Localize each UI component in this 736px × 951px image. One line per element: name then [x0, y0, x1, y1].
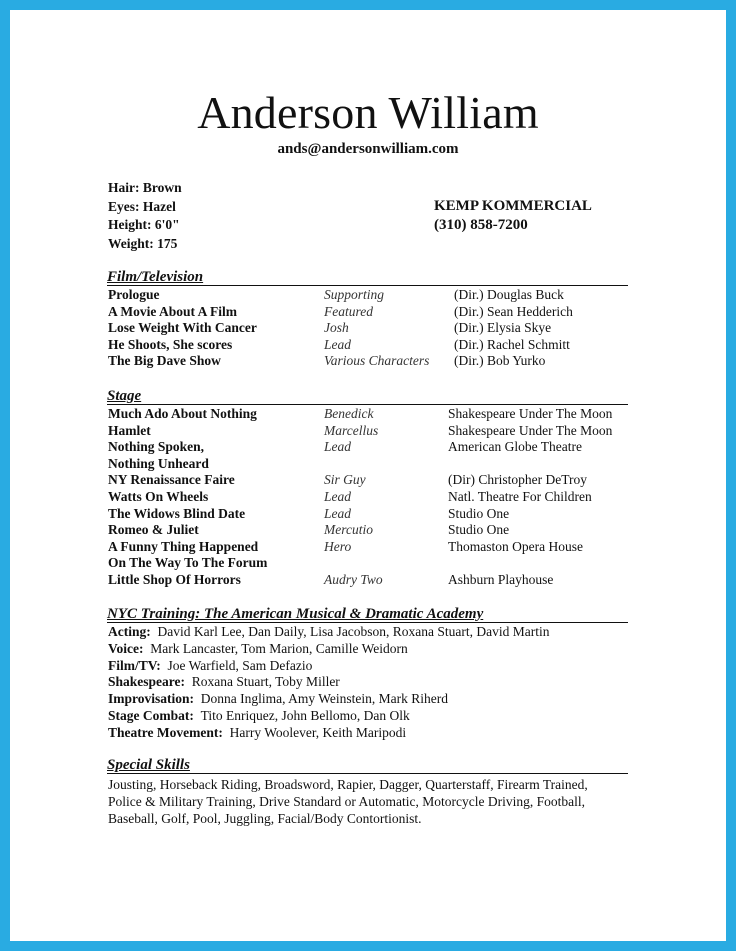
- credit-row: [0, 488, 736, 505]
- credit-row: [0, 554, 736, 571]
- credit-row: [0, 422, 736, 439]
- training-row: [108, 690, 448, 707]
- credit-role: Josh: [324, 320, 349, 336]
- training-instructors: Harry Woolever, Keith Maripodi: [229, 724, 407, 740]
- credit-title: Watts On Wheels: [108, 489, 209, 504]
- credit-row: [0, 471, 736, 488]
- credit-row: [0, 303, 736, 320]
- section-heading-skills: Special Skills: [107, 757, 628, 774]
- credit-company: (Dir.) Rachel Schmitt: [454, 336, 570, 352]
- training-instructors: David Karl Lee, Dan Daily, Lisa Jacobson, Roxana Stuart, David Martin: [157, 624, 550, 639]
- credit-role: Mercutio: [324, 522, 373, 538]
- credit-company: (Dir.) Elysia Skye: [454, 320, 552, 336]
- training-label: Acting:: [108, 624, 151, 639]
- credit-row: [0, 521, 736, 538]
- credit-role: Supporting: [324, 287, 385, 302]
- credit-row: [0, 438, 736, 455]
- credit-row: [0, 455, 736, 472]
- credit-company: Shakespeare Under The Moon: [448, 406, 613, 421]
- section-heading-stage: Stage: [107, 388, 628, 405]
- credit-role: Audry Two: [324, 572, 383, 587]
- skills-line: Jousting, Horseback Riding, Broadsword, Rapier, Dagger, Quarterstaff, Firearm Trained,: [108, 777, 588, 792]
- training-instructors: Donna Inglima, Amy Weinstein, Mark Riherd: [200, 691, 449, 707]
- stat-eyes: Eyes: Hazel: [108, 198, 176, 214]
- credit-row: [0, 336, 736, 353]
- agency-name: KEMP KOMMERCIAL: [434, 198, 592, 214]
- training-row: [108, 673, 340, 690]
- training-label: Voice:: [108, 640, 144, 656]
- credit-role: Hero: [324, 538, 352, 554]
- physical-stats: [108, 179, 182, 253]
- skills-line: Police & Military Training, Drive Standard or Automatic, Motorcycle Driving, Football,: [108, 794, 585, 809]
- credit-title: The Widows Blind Date: [108, 505, 246, 521]
- training-label: Film/TV:: [108, 657, 161, 673]
- credit-role: Benedick: [324, 406, 374, 421]
- page-title: Anderson William: [197, 87, 539, 138]
- credit-row: [0, 319, 736, 336]
- training-instructors: Joe Warfield, Sam Defazio: [167, 657, 313, 673]
- email-address: ands@andersonwilliam.com: [277, 141, 459, 157]
- credit-title: Hamlet: [108, 422, 151, 438]
- credit-title: A Funny Thing Happened: [108, 538, 259, 554]
- training-row: [108, 724, 406, 741]
- credit-company: Ashburn Playhouse: [448, 572, 554, 587]
- credit-company: Studio One: [448, 505, 510, 521]
- credit-title: On The Way To The Forum: [108, 555, 268, 571]
- section-heading-film: Film/Television: [107, 269, 628, 286]
- credit-company: (Dir.) Douglas Buck: [454, 287, 564, 302]
- credit-company: American Globe Theatre: [448, 439, 582, 455]
- training-row: [108, 657, 312, 674]
- training-label: Stage Combat:: [108, 708, 194, 723]
- credit-title: Little Shop Of Horrors: [108, 572, 241, 587]
- training-label: Shakespeare:: [108, 674, 186, 690]
- training-label: Theatre Movement:: [108, 724, 223, 740]
- credit-company: (Dir) Christopher DeTroy: [448, 472, 587, 488]
- credit-role: Sir Guy: [324, 472, 366, 488]
- training-instructors: Tito Enriquez, John Bellomo, Dan Olk: [200, 708, 410, 723]
- credit-title: A Movie About A Film: [108, 303, 238, 319]
- training-label: Improvisation:: [108, 691, 195, 707]
- credit-title: Lose Weight With Cancer: [108, 320, 257, 336]
- credit-row: [0, 352, 736, 369]
- skills-text: [108, 776, 628, 827]
- credit-row: [0, 538, 736, 555]
- credit-title: Romeo & Juliet: [108, 522, 199, 538]
- credit-role: Lead: [324, 505, 351, 521]
- agency-contact: [434, 197, 592, 235]
- credit-title: NY Renaissance Faire: [108, 472, 235, 488]
- training-row: [108, 623, 550, 640]
- credit-row: [0, 571, 736, 588]
- credit-title: Prologue: [108, 287, 160, 302]
- section-heading-training: NYC Training: The American Musical & Dramatic Academy: [107, 606, 628, 623]
- credit-title: Much Ado About Nothing: [108, 406, 257, 421]
- credit-title: The Big Dave Show: [108, 353, 221, 369]
- credit-row: [0, 405, 736, 422]
- stat-height: Height: 6'0": [108, 217, 180, 232]
- credit-row: [0, 286, 736, 303]
- stat-weight: Weight: 175: [108, 235, 178, 251]
- agency-phone: (310) 858-7200: [434, 217, 528, 233]
- training-instructors: Roxana Stuart, Toby Miller: [191, 674, 340, 690]
- training-row: [108, 640, 408, 657]
- credit-role: Lead: [324, 489, 351, 504]
- credit-role: Lead: [324, 336, 351, 352]
- training-row: [108, 707, 410, 724]
- credit-title: Nothing Unheard: [108, 455, 209, 471]
- credit-role: Featured: [324, 303, 373, 319]
- credit-company: (Dir.) Sean Hedderich: [454, 303, 573, 319]
- training-instructors: Mark Lancaster, Tom Marion, Camille Weidorn: [150, 640, 408, 656]
- credit-role: Lead: [324, 439, 351, 455]
- credit-title: He Shoots, She scores: [108, 336, 233, 352]
- credit-company: Natl. Theatre For Children: [448, 489, 592, 504]
- credit-title: Nothing Spoken,: [108, 439, 205, 455]
- credit-company: (Dir.) Bob Yurko: [454, 353, 546, 369]
- stat-hair: Hair: Brown: [108, 180, 182, 195]
- credit-role: Marcellus: [324, 422, 379, 438]
- credit-company: Thomaston Opera House: [448, 538, 583, 554]
- credit-company: Shakespeare Under The Moon: [448, 422, 613, 438]
- credit-row: [0, 505, 736, 522]
- credit-role: Various Characters: [324, 353, 430, 369]
- credit-company: Studio One: [448, 522, 510, 538]
- skills-line: Baseball, Golf, Pool, Juggling, Facial/Body Contortionist.: [108, 811, 422, 826]
